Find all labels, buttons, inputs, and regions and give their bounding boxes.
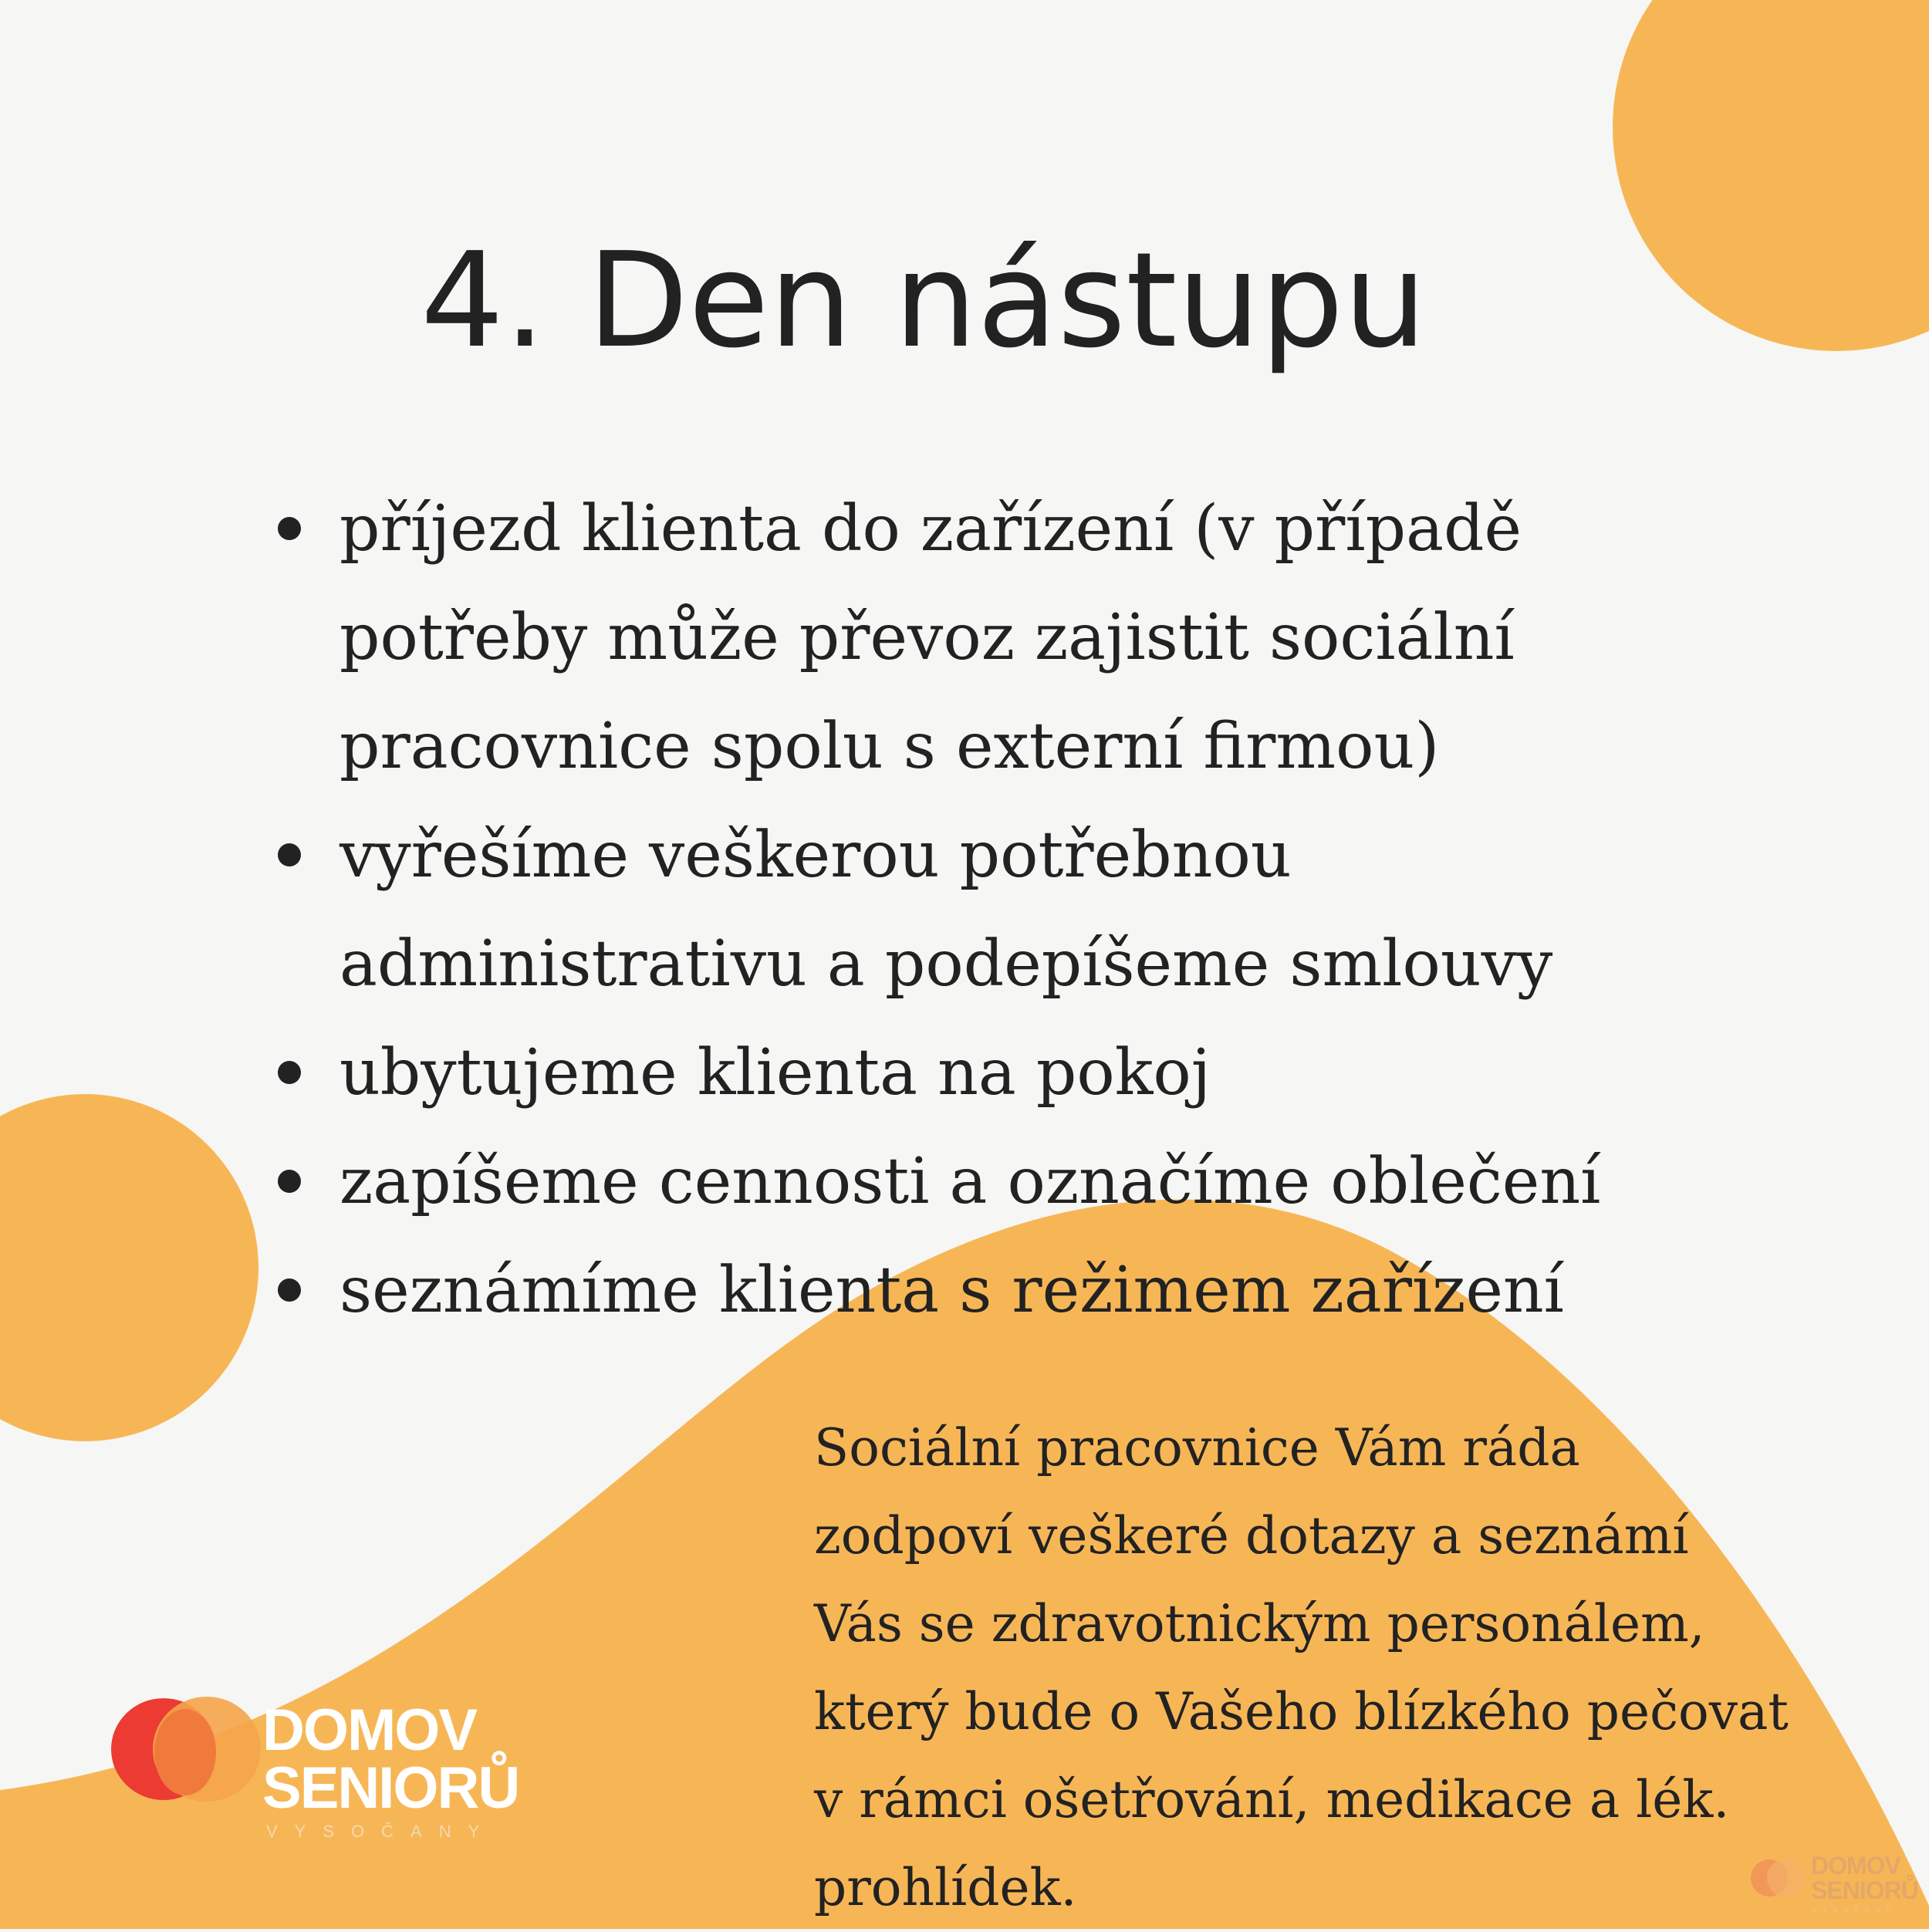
page-title: 4. Den nástupu [421,225,1427,377]
list-item-line: vyřešíme veškerou potřebnou [340,819,1292,892]
logo-text-line2: SENIORŮ [262,1755,519,1821]
watermark-text-line1: DOMOV [1811,1852,1900,1880]
list-item-line: příjezd klienta do zařízení (v případě [340,492,1522,566]
watermark-logo [1748,1852,1917,1921]
list-item [340,1018,1806,1127]
logo-text-line1: DOMOV [262,1697,477,1763]
list-item [340,1127,1806,1236]
watermark-text-line3: VYSOČANY [1812,1907,1897,1913]
list-item-line: potřeby může převoz zajistit sociální [340,601,1515,674]
bullet-dot-icon [278,843,301,866]
list-item-line: seznámíme klienta s režimem zařízení [340,1254,1564,1327]
list-item-line: ubytujeme klienta na pokoj [340,1036,1211,1110]
list-item-line: zapíšeme cennosti a označíme oblečení [340,1145,1601,1218]
bullet-dot-icon [278,1278,301,1302]
bullet-dot-icon [278,1170,301,1193]
domov-senioru-watermark-icon [1748,1852,1809,1906]
list-item-line: pracovnice spolu s externí firmou) [340,710,1440,783]
info-line: prohlídek. [814,1858,1077,1917]
watermark-text-line2: SENIORŮ [1811,1876,1918,1904]
domov-senioru-logo-icon [108,1686,262,1832]
bullet-list [340,475,1806,1345]
left-circle [0,1094,258,1441]
list-item [340,475,1806,801]
list-item [340,801,1806,1018]
bullet-dot-icon [278,517,301,540]
top-right-circle [1613,0,1929,351]
bullet-dot-icon [278,1061,301,1084]
list-item [340,1236,1806,1345]
list-item-line: administrativu a podepíšeme smlouvy [340,927,1553,1001]
info-line: který bude o Vašeho blízkého pečovat [814,1682,1789,1741]
info-line: Sociální pracovnice Vám ráda [814,1418,1580,1478]
logo-text-line3: VYSOČANY [266,1822,497,1841]
info-line: v rámci ošetřování, medikace a lék. [814,1770,1730,1829]
info-line: zodpoví veškeré dotazy a seznámí [814,1506,1689,1566]
info-paragraph [814,1404,1910,1932]
organization-logo [108,1686,540,1856]
info-line: Vás se zdravotnickým personálem, [814,1594,1705,1653]
